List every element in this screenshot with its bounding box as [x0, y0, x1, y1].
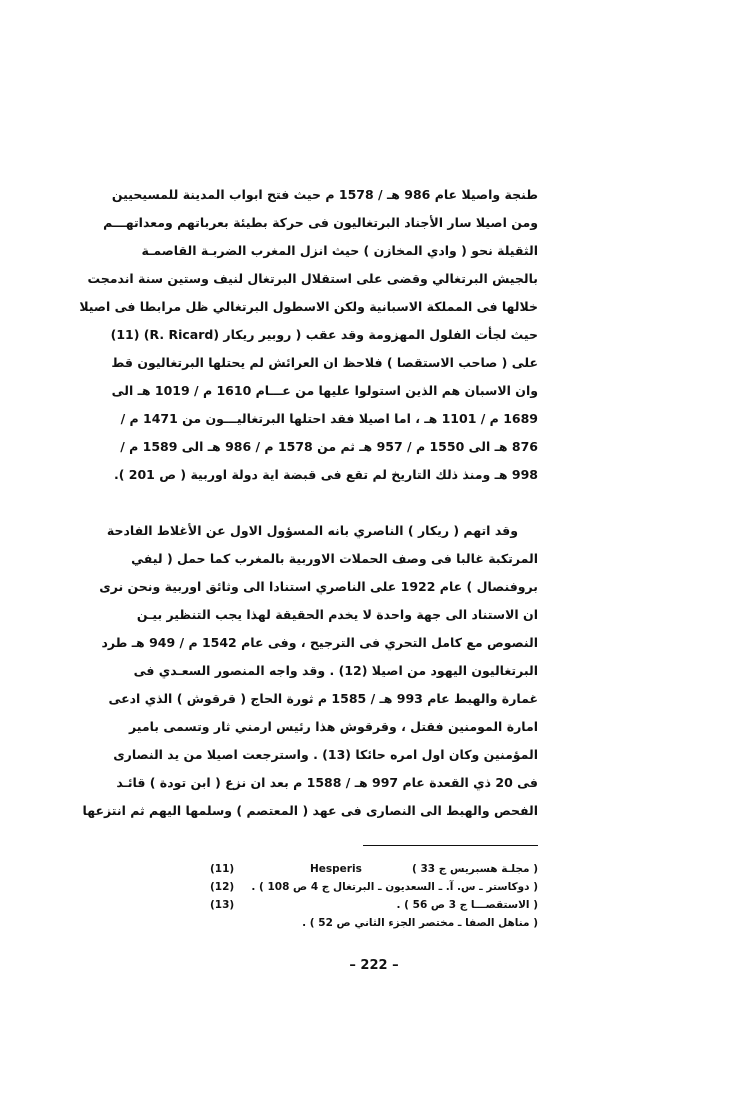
- footnote-13: [210, 896, 538, 914]
- body-line: النصوص مع كامل التحري فى الترجيح ، وفى عام 1542 م / 949 هـ طرد: [101, 635, 538, 650]
- footnote-text: ( دوكاستر ـ س. آ. ـ السعديون ـ البرتغال ج 4 ص 108 ) .: [251, 881, 538, 893]
- footnote-latin-title: Hesperis: [310, 863, 362, 875]
- body-line: بروفنصال ) عام 1922 على الناصري استنادا الى وثائق اوربية ونحن نرى: [99, 579, 538, 594]
- body-line: حيث لجأت الفلول المهزومة وقد عقب ( روبير ريكار (R. Ricard) (11): [110, 327, 538, 342]
- body-line: على ( صاحب الاستقصا ) فلاحظ ان العرائش لم يحتلها البرتغاليون قط: [111, 355, 538, 370]
- body-line: وان الاسبان هم الذين استولوا عليها من عـــام 1610 م / 1019 هـ الى: [111, 383, 538, 398]
- body-line: بالجيش البرتغالي وقضى على استقلال البرتغال لنيف وستين سنة اندمجت: [87, 271, 538, 286]
- page-number: – 222 –: [349, 958, 399, 973]
- body-line: وقد اتهم ( ريكار ) الناصري بانه المسؤول الاول عن الأغلاط الفادحة: [106, 523, 518, 538]
- body-line: المرتكبة غالبا فى وصف الحملات الاوربية بالمغرب كما حمل ( ليفي: [131, 551, 538, 566]
- footnote-separator: [363, 845, 538, 846]
- body-line: الثقيلة نحو ( وادي المخازن ) حيث انزل المغرب الضربـة القاصمـة: [141, 243, 538, 258]
- footnote-number: (12): [210, 881, 235, 893]
- body-line: 1689 م / 1101 هـ ، اما اصيلا فقد احتلها البرتغاليـــون من 1471 م /: [120, 411, 538, 426]
- body-line: غمارة والهبط عام 993 هـ / 1585 م ثورة الحاج ( قرقوش ) الذي ادعى: [108, 691, 538, 706]
- body-line: البرتغاليون اليهود من اصيلا (12) . وقد واجه المنصور السعـدي فى: [133, 663, 538, 678]
- body-line: 998 هـ ومنذ ذلك التاريخ لم تقع فى قبضة اية دولة اوربية ( ص 201 ).: [113, 467, 538, 482]
- footnote-text: ( الاستقصـــا ج 3 ص 56 ) .: [396, 899, 538, 911]
- footnote-12: [210, 878, 538, 896]
- footnote-text: ( مناهل الصفا ـ مختصر الجزء الثاني ص 52 ) .: [302, 917, 538, 929]
- footnote-11: [210, 860, 538, 878]
- body-line: 876 هـ الى 1550 م / 957 هـ ثم من 1578 م / 986 هـ الى 1589 م /: [120, 439, 538, 454]
- body-line: الفحص والهبط الى النصارى فى عهد ( المعتصم ) وسلمها اليهم ثم انتزعها: [82, 803, 538, 818]
- body-line: خلالها فى المملكة الاسبانية ولكن الاسطول البرتغالي ظل مرابطا فى اصيلا: [79, 299, 538, 314]
- body-line: فى 20 ذي القعدة عام 997 هـ / 1588 م بعد ان نزع ( ابن تودة ) قائـد: [116, 775, 538, 790]
- footnote-number: (11): [210, 863, 235, 875]
- footnote-number: (13): [210, 899, 235, 911]
- footnote-text: ( مجلـة هسبريس ج 33 ): [412, 863, 538, 875]
- footnote-extra: [210, 914, 538, 932]
- body-line: امارة المومنين فقتل ، وقرقوش هذا رئيس ارمني ثار وتسمى بامير: [129, 719, 538, 734]
- body-line: طنجة واصيلا عام 986 هـ / 1578 م حيث فتح ابواب المدينة للمسيحيين: [111, 187, 538, 202]
- body-line: ان الاستناد الى جهة واحدة لا يخدم الحقيقة لهذا يجب التنظير بيـن: [136, 607, 538, 622]
- body-line: المؤمنين وكان اول امره حائكا (13) . واسترجعت اصيلا من يد النصارى: [113, 747, 538, 762]
- body-line: ومن اصيلا سار الأجناد البرتغاليون فى حركة بطيئة بعرباتهم ومعداتهـــم: [103, 215, 538, 230]
